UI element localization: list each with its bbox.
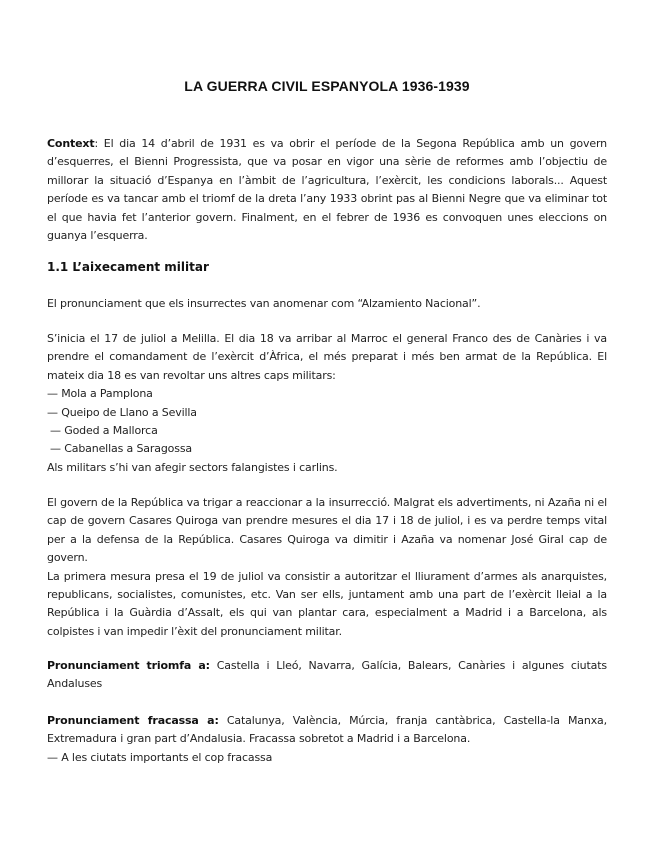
fracassa-lead: Pronunciament fracassa a: xyxy=(47,714,219,727)
document-title: LA GUERRA CIVIL ESPANYOLA 1936-1939 xyxy=(184,78,470,94)
fracassa-block xyxy=(47,712,607,767)
govern-block xyxy=(47,494,607,641)
carlins-line: Als militars s’hi van afegir sectors falangistes i carlins. xyxy=(47,460,338,474)
fracassa-text: Catalunya, València, Múrcia, franja cantàbrica, Castella-la Manxa, Extremadura i gran part d’Andalusia. Fracassa sobretot a Madrid i a Barcelona. xyxy=(47,714,607,746)
mesura-paragraph: La primera mesura presa el 19 de juliol va consistir a autoritzar el lliurament d’armes als anarquistes, republicans, socialistes, comunistes, etc. Van ser ells, juntament amb una part de l’exèrcit lleial a la República i la Guàrdia d’Assalt, els qui van plantar cara, especialment a Madrid i a Barcelona, als colpistes i van impedir l’èxit del pronunciament militar. xyxy=(47,569,607,638)
govern-paragraph: El govern de la República va trigar a reaccionar a la insurrecció. Malgrat els advertiments, ni Azaña ni el cap de govern Casares Quiroga van prendre mesures el dia 17 i 18 de juliol, i es va perdre temps vital per a la defensa de la República. Casares Quiroga va dimitir i Azaña va nomenar José Giral cap de govern. xyxy=(47,496,607,565)
fracassa-paragraph xyxy=(47,712,607,749)
context-lead: Context xyxy=(47,137,95,150)
triomfa-paragraph xyxy=(47,657,607,694)
inici-block xyxy=(47,330,607,477)
triomfa-text: Castella i Lleó, Navarra, Galícia, Balears, Canàries i algunes ciutats Andaluses xyxy=(47,659,607,691)
fracassa-note: — A les ciutats importants el cop fracassa xyxy=(47,750,273,764)
general-mola: — Mola a Pamplona xyxy=(47,387,153,401)
section-heading: 1.1 L’aixecament militar xyxy=(47,260,209,274)
inici-paragraph: S’inicia el 17 de juliol a Melilla. El dia 18 va arribar al Marroc el general Franco des de Canàries i va prendre el comandament de l’exèrcit d’Àfrica, el més preparat i més ben armat de la República. El mateix dia 18 es van revoltar uns altres caps militars: xyxy=(47,332,607,382)
triomfa-lead: Pronunciament triomfa a: xyxy=(47,659,210,672)
context-text: : El dia 14 d’abril de 1931 es va obrir el període de la Segona República amb un govern d’esquerres, el Bienni Progressista, que va posar en vigor una sèrie de reformes amb l’objectiu de millorar la situació d’Espanya en l’àmbit de l’agricultura, l’exèrcit, les condicions laborals... Aquest període es va tancar amb el triomf de la dreta l’any 1933 obrint pas al Bienni Negre que va eliminar tot el que havia fet l’anterior govern. Finalment, en el febrer de 1936 es convoquen unes eleccions on guanya l’esquerra. xyxy=(47,137,607,243)
pronunciament-intro: El pronunciament que els insurrectes van anomenar com “Alzamiento Nacional”. xyxy=(47,297,481,310)
general-goded: — Goded a Mallorca xyxy=(50,424,158,438)
general-cabanellas: — Cabanellas a Saragossa xyxy=(50,442,192,456)
context-paragraph xyxy=(47,135,607,245)
general-queipo: — Queipo de Llano a Sevilla xyxy=(47,405,197,419)
